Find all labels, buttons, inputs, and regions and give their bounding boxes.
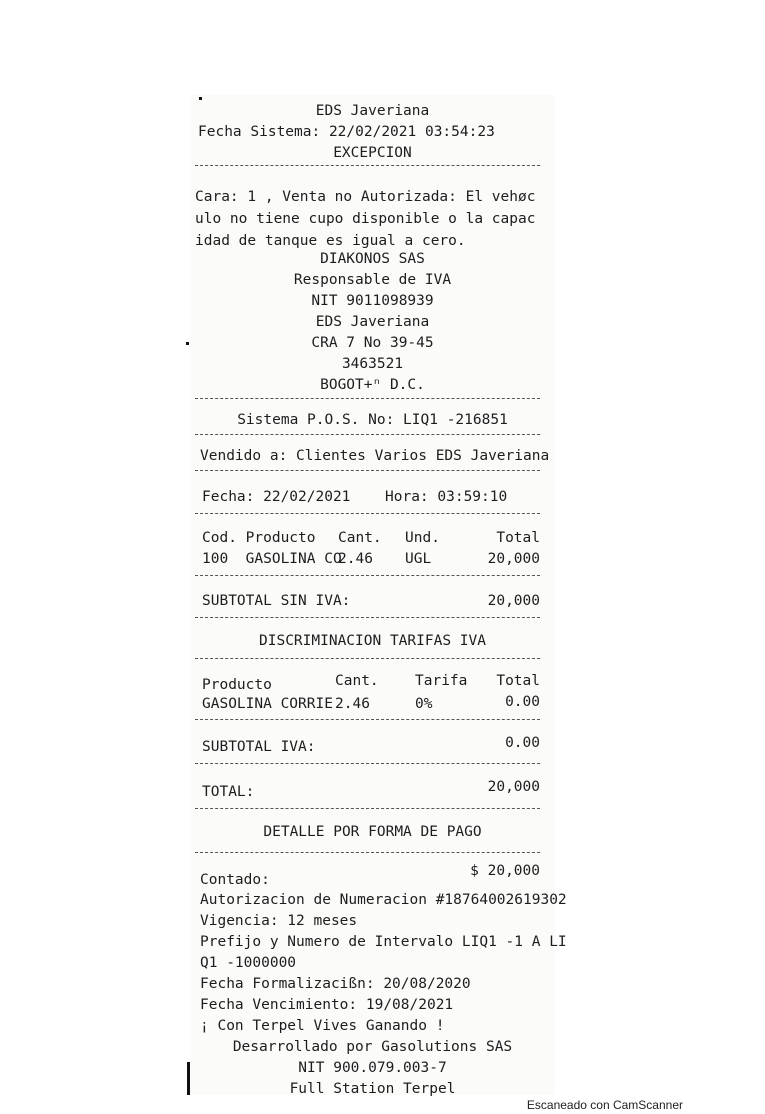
items-header-cant: Cant. — [338, 530, 382, 546]
footer-line: Prefijo y Numero de Intervalo LIQ1 -1 A LI — [200, 934, 567, 950]
discriminacion-title: DISCRIMINACION TARIFAS IVA — [259, 633, 486, 649]
divider — [195, 658, 540, 659]
iva-total: 0.00 — [505, 694, 540, 710]
detalle-title: DETALLE POR FORMA DE PAGO — [263, 824, 482, 840]
contado-label: Contado: — [200, 872, 270, 888]
items-header-und: Und. — [405, 530, 440, 546]
footer-line: Vigencia: 12 meses — [200, 913, 358, 929]
message-line: idad de tanque es igual a cero. — [195, 233, 466, 249]
footer-line: Full Station Terpel — [289, 1081, 456, 1097]
receipt — [190, 95, 567, 1097]
footer-line: Fecha Formalizacißn: 20/08/2020 — [200, 976, 471, 992]
total-label: TOTAL: — [202, 784, 255, 800]
contado-value: $ 20,000 — [470, 863, 540, 879]
pos-number: Sistema P.O.S. No: LIQ1 -216851 — [237, 412, 508, 428]
subtotal-sin-iva-value: 20,000 — [487, 593, 540, 609]
company-address: CRA 7 No 39-45 — [311, 335, 434, 351]
scan-mark — [187, 1062, 190, 1095]
company-station: EDS Javeriana — [315, 314, 430, 330]
item-producto: 100 GASOLINA CO — [202, 551, 342, 567]
divider — [195, 808, 540, 809]
subtotal-iva-value: 0.00 — [505, 735, 540, 751]
divider — [195, 852, 540, 853]
iva-producto: GASOLINA CORRIE — [202, 696, 333, 712]
footer-line: ¡ Con Terpel Vives Ganando ! — [200, 1018, 445, 1034]
divider — [195, 165, 540, 166]
footer-line: Q1 -1000000 — [200, 955, 297, 971]
footer-line: Desarrollado por Gasolutions SAS — [232, 1039, 513, 1055]
divider — [195, 719, 540, 720]
items-header-producto: Cod. Producto — [202, 530, 316, 546]
company-city: BOGOT+ⁿ D.C. — [320, 377, 425, 393]
footer-line: NIT 900.079.003-7 — [298, 1060, 447, 1076]
divider — [195, 513, 540, 514]
divider — [195, 617, 540, 618]
iva-header-tarifa: Tarifa — [415, 673, 468, 689]
items-header-total: Total — [496, 530, 540, 546]
iva-header-total: Total — [496, 673, 540, 689]
iva-tarifa: 0% — [415, 696, 433, 712]
item-und: UGL — [405, 551, 432, 567]
company-phone: 3463521 — [341, 356, 404, 372]
divider — [195, 434, 540, 435]
iva-header-producto: Producto — [202, 677, 272, 693]
header-excepcion: EXCEPCION — [333, 145, 412, 161]
footer-line: Fecha Vencimiento: 19/08/2021 — [200, 997, 454, 1013]
message-line: Cara: 1 , Venta no Autorizada: El vehøc — [195, 189, 536, 205]
iva-header-cant: Cant. — [335, 673, 379, 689]
vendido-a: Vendido a: Clientes Varios EDS Javeriana — [200, 448, 550, 464]
fecha: Fecha: 22/02/2021 — [202, 489, 351, 505]
message-line: ulo no tiene cupo disponible o la capac — [195, 211, 536, 227]
header-station: EDS Javeriana — [315, 103, 430, 119]
header-fecha-sistema: Fecha Sistema: 22/02/2021 03:54:23 — [198, 124, 495, 140]
divider — [195, 398, 540, 399]
camscanner-watermark: Escaneado con CamScanner — [526, 1098, 683, 1112]
company-nit: NIT 9011098939 — [311, 293, 434, 309]
subtotal-sin-iva-label: SUBTOTAL SIN IVA: — [202, 593, 351, 609]
scan-dot — [186, 342, 189, 345]
item-total: 20,000 — [487, 551, 540, 567]
subtotal-iva-label: SUBTOTAL IVA: — [202, 739, 316, 755]
divider — [195, 763, 540, 764]
item-cant: 2.46 — [338, 551, 373, 567]
iva-cant: 2.46 — [335, 696, 370, 712]
divider — [195, 470, 540, 471]
scan-dot — [199, 97, 202, 100]
company-name: DIAKONOS SAS — [320, 251, 425, 267]
total-value: 20,000 — [487, 779, 540, 795]
divider — [195, 575, 540, 576]
hora: Hora: 03:59:10 — [385, 489, 508, 505]
footer-line: Autorizacion de Numeracion #18764002619302 — [200, 892, 567, 908]
company-iva: Responsable de IVA — [293, 272, 452, 288]
